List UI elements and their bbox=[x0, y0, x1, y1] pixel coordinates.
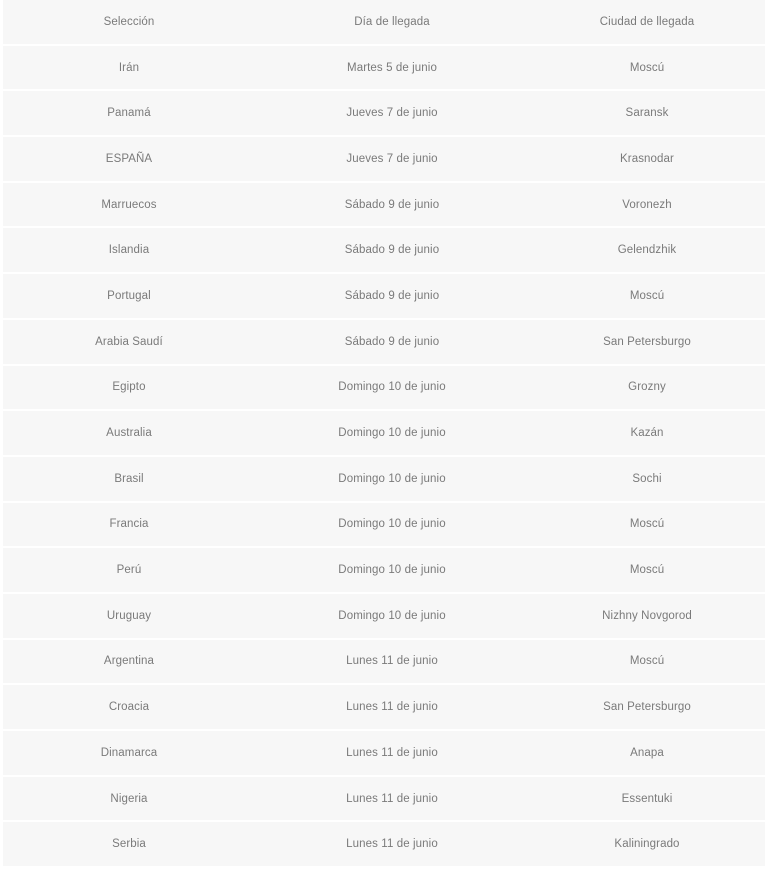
dia-de-llegada-cell: Martes 5 de junio bbox=[347, 61, 437, 74]
dia-de-llegada-cell: Jueves 7 de junio bbox=[346, 152, 438, 165]
seleccion-cell: Irán bbox=[118, 61, 140, 74]
dia-de-llegada-cell: Sábado 9 de junio bbox=[344, 335, 440, 348]
table-row bbox=[3, 548, 765, 592]
seleccion-cell: Arabia Saudí bbox=[95, 335, 163, 348]
table-row bbox=[3, 503, 765, 547]
ciudad-de-llegada-cell: Saransk bbox=[625, 107, 669, 120]
table-row bbox=[3, 366, 765, 410]
seleccion-cell: Panamá bbox=[107, 107, 151, 120]
seleccion-cell: Islandia bbox=[108, 244, 150, 257]
ciudad-de-llegada-cell: Moscú bbox=[629, 289, 665, 302]
dia-de-llegada-cell: Domingo 10 de junio bbox=[338, 472, 446, 485]
table-row bbox=[3, 457, 765, 501]
table-row bbox=[3, 822, 765, 866]
ciudad-de-llegada-cell: Kaliningrado bbox=[614, 838, 680, 851]
dia-de-llegada-cell: Domingo 10 de junio bbox=[338, 518, 446, 531]
header-seleccion: Selección bbox=[103, 15, 155, 28]
table-row bbox=[3, 685, 765, 729]
table-row bbox=[3, 320, 765, 364]
dia-de-llegada-cell: Domingo 10 de junio bbox=[338, 427, 446, 440]
seleccion-cell: Egipto bbox=[112, 381, 146, 394]
dia-de-llegada-cell: Lunes 11 de junio bbox=[346, 701, 438, 714]
ciudad-de-llegada-cell: Moscú bbox=[629, 564, 665, 577]
ciudad-de-llegada-cell: Anapa bbox=[630, 746, 664, 759]
ciudad-de-llegada-cell: San Petersburgo bbox=[603, 701, 691, 714]
table-row bbox=[3, 137, 765, 181]
table-row bbox=[3, 777, 765, 821]
ciudad-de-llegada-cell: Voronezh bbox=[622, 198, 672, 211]
table-row bbox=[3, 640, 765, 684]
dia-de-llegada-cell: Lunes 11 de junio bbox=[346, 746, 438, 759]
table-row bbox=[3, 46, 765, 90]
table-row bbox=[3, 731, 765, 775]
seleccion-cell: Nigeria bbox=[110, 792, 148, 805]
header-dia-de-llegada: Día de llegada bbox=[354, 15, 430, 28]
dia-de-llegada-cell: Domingo 10 de junio bbox=[338, 381, 446, 394]
seleccion-cell: Uruguay bbox=[106, 609, 152, 622]
dia-de-llegada-cell: Sábado 9 de junio bbox=[344, 244, 440, 257]
ciudad-de-llegada-cell: Essentuki bbox=[621, 792, 673, 805]
table-row bbox=[3, 274, 765, 318]
dia-de-llegada-cell: Jueves 7 de junio bbox=[346, 107, 438, 120]
ciudad-de-llegada-cell: Sochi bbox=[632, 472, 662, 485]
dia-de-llegada-cell: Sábado 9 de junio bbox=[344, 198, 440, 211]
table-header-row bbox=[3, 0, 765, 44]
seleccion-cell: Serbia bbox=[112, 838, 146, 851]
dia-de-llegada-cell: Lunes 11 de junio bbox=[346, 792, 438, 805]
ciudad-de-llegada-cell: Krasnodar bbox=[620, 152, 674, 165]
dia-de-llegada-cell: Lunes 11 de junio bbox=[346, 838, 438, 851]
seleccion-cell: Argentina bbox=[103, 655, 155, 668]
table-row bbox=[3, 183, 765, 227]
table-row bbox=[3, 411, 765, 455]
seleccion-cell: Perú bbox=[116, 564, 142, 577]
seleccion-cell: Francia bbox=[109, 518, 149, 531]
seleccion-cell: ESPAÑA bbox=[105, 152, 153, 165]
ciudad-de-llegada-cell: San Petersburgo bbox=[603, 335, 691, 348]
dia-de-llegada-cell: Sábado 9 de junio bbox=[344, 289, 440, 302]
ciudad-de-llegada-cell: Gelendzhik bbox=[617, 244, 677, 257]
table-row bbox=[3, 594, 765, 638]
dia-de-llegada-cell: Lunes 11 de junio bbox=[346, 655, 438, 668]
dia-de-llegada-cell: Domingo 10 de junio bbox=[338, 564, 446, 577]
seleccion-cell: Portugal bbox=[107, 289, 151, 302]
ciudad-de-llegada-cell: Moscú bbox=[629, 61, 665, 74]
arrival-table bbox=[3, 0, 765, 868]
ciudad-de-llegada-cell: Grozny bbox=[628, 381, 666, 394]
header-ciudad-de-llegada: Ciudad de llegada bbox=[599, 15, 695, 28]
seleccion-cell: Brasil bbox=[114, 472, 144, 485]
ciudad-de-llegada-cell: Moscú bbox=[629, 655, 665, 668]
seleccion-cell: Croacia bbox=[108, 701, 150, 714]
ciudad-de-llegada-cell: Nizhny Novgorod bbox=[602, 609, 692, 622]
dia-de-llegada-cell: Domingo 10 de junio bbox=[338, 609, 446, 622]
seleccion-cell: Australia bbox=[106, 427, 152, 440]
ciudad-de-llegada-cell: Kazán bbox=[630, 427, 664, 440]
ciudad-de-llegada-cell: Moscú bbox=[629, 518, 665, 531]
table-row bbox=[3, 91, 765, 135]
table-row bbox=[3, 228, 765, 272]
seleccion-cell: Dinamarca bbox=[100, 746, 158, 759]
seleccion-cell: Marruecos bbox=[101, 198, 157, 211]
